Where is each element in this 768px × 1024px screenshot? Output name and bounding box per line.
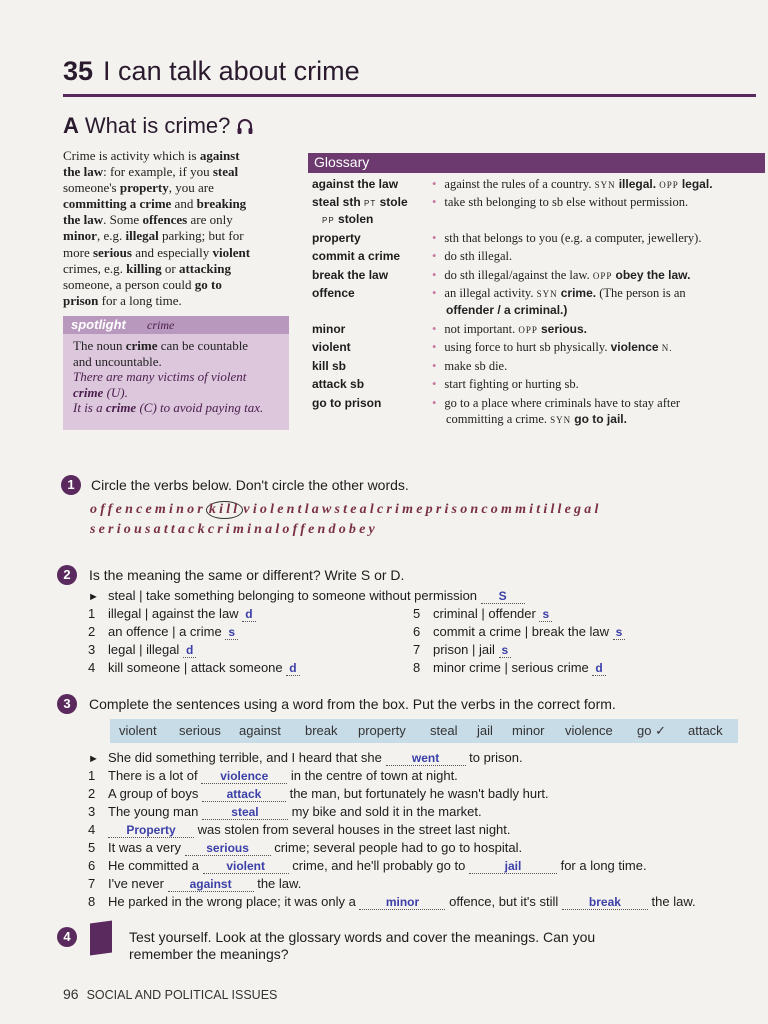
exercise-3-question: Complete the sentences using a word from the box. Put the verbs in the correct form. [89, 696, 616, 712]
book-icon [90, 920, 112, 955]
answer-blank[interactable]: against [168, 878, 254, 892]
word-box-item: serious [179, 723, 221, 738]
glossary-term: attack sb [312, 377, 365, 391]
glossary-term: minor [312, 322, 346, 336]
answer-blank[interactable]: d [183, 643, 196, 658]
answer-blank[interactable]: d [286, 661, 299, 676]
glossary-definition-cont: offender / a criminal.) [446, 303, 568, 317]
example-row: ► steal | take something belonging to someone without permission S [88, 588, 525, 604]
word-snake-line-1: offenceminor kill violentlawstealcrimeprisoncommitillegal [90, 502, 602, 517]
sentence-row: 2 A group of boys attack the man, but fortunately he wasn't badly hurt. [88, 786, 549, 801]
answer-blank[interactable]: s [499, 643, 512, 658]
glossary-header [308, 153, 765, 173]
glossary-definition: • do sth illegal/against the law. OPP obey the law. [432, 268, 691, 282]
section-heading [63, 113, 254, 142]
page-number: 96 [63, 986, 79, 1002]
glossary-term: kill sb [312, 359, 347, 373]
pair-row: 2 an offence | a crime s [88, 624, 238, 639]
pair-row: 5 criminal | offender s [413, 606, 552, 621]
answer-blank[interactable]: went [386, 752, 466, 766]
pair-row: 1 illegal | against the law d [88, 606, 256, 621]
sentence-row: 4 Property was stolen from several houses in the street last night. [88, 822, 511, 837]
sentence-row: ► She did something terrible, and I heard that she went to prison. [88, 750, 523, 765]
exercise-4-line-1: Test yourself. Look at the glossary words and cover the meanings. Can you [129, 929, 596, 945]
sentence-row: 7 I've never against the law. [88, 876, 302, 891]
answer-blank[interactable]: S [481, 590, 525, 604]
circled-word[interactable]: kill [206, 501, 243, 519]
sentence-row: 3 The young man steal my bike and sold it in the market. [88, 804, 482, 819]
answer-blank[interactable]: serious [185, 842, 271, 856]
word-box-item: minor [512, 723, 545, 738]
spotlight-body: The noun crime can be countable and uncountable. There are many victims of violent crime (U). It is a crime (C) to avoid paying tax. [73, 338, 264, 416]
answer-blank[interactable]: violent [203, 860, 289, 874]
headphones-icon[interactable] [236, 116, 254, 142]
glossary-definition: • go to a place where criminals have to stay after [432, 396, 681, 410]
unit-title [63, 56, 360, 87]
pair-row: 6 commit a crime | break the law s [413, 624, 625, 639]
intro-paragraph: Crime is activity which is against the law: for example, if you steal someone's property, you are committing a crime and breaking the law. Some offences are only minor, e.g. illegal parking; but for more serious and especially violent crimes, e.g. killing or attacking someone, a person could go to prison for a long time. [63, 148, 251, 308]
exercise-number: 2 [57, 565, 77, 585]
answer-blank[interactable]: minor [359, 896, 445, 910]
unit-title-text: I can talk about crime [103, 56, 360, 86]
exercise-number: 3 [57, 694, 77, 714]
glossary-definition: • not important. OPP serious. [432, 322, 588, 336]
exercise-number: 1 [61, 475, 81, 495]
pair-row: 4 kill someone | attack someone d [88, 660, 300, 675]
glossary-term: offence [312, 286, 355, 300]
section-letter: A [63, 113, 79, 138]
spotlight-word: crime [147, 318, 175, 332]
spotlight-box [63, 316, 289, 430]
answer-blank[interactable]: attack [202, 788, 286, 802]
glossary-definition: • take sth belonging to sb else without permission. [432, 195, 689, 209]
sentence-row: 8 He parked in the wrong place; it was only a minor offence, but it's still break the law. [88, 894, 696, 909]
glossary-definition: • do sth illegal. [432, 249, 513, 263]
sentence-row: 6 He committed a violent crime, and he'll probably go to jail for a long time. [88, 858, 647, 873]
word-box-item: break [305, 723, 338, 738]
exercise-1-question: Circle the verbs below. Don't circle the other words. [91, 477, 409, 493]
section-title: What is crime? [84, 113, 231, 138]
answer-blank[interactable]: s [539, 607, 552, 622]
glossary-definition: • make sb die. [432, 359, 508, 373]
glossary-definition: • start fighting or hurting sb. [432, 377, 579, 391]
word-snake-line-2: seriousattackcriminaloffendobey [90, 522, 378, 537]
exercise-2-question: Is the meaning the same or different? Write S or D. [89, 567, 405, 583]
glossary-term: PP stolen [322, 212, 374, 226]
page-footer [63, 986, 277, 1002]
answer-blank[interactable]: s [613, 625, 626, 640]
answer-blank[interactable]: Property [108, 824, 194, 838]
glossary-definition-cont: committing a crime. SYN go to jail. [446, 412, 627, 426]
sentence-row: 1 There is a lot of violence in the centre of town at night. [88, 768, 458, 783]
glossary-definition: • using force to hurt sb physically. violence N. [432, 340, 673, 354]
unit-number: 35 [63, 56, 94, 86]
pair-row: 7 prison | jail s [413, 642, 511, 657]
glossary-title: Glossary [314, 154, 370, 170]
glossary-term: violent [312, 340, 351, 354]
word-box [110, 719, 738, 743]
glossary-term: commit a crime [312, 249, 401, 263]
spotlight-label: spotlight [71, 317, 126, 332]
word-box-item: violent [119, 723, 157, 738]
glossary-term: against the law [312, 177, 399, 191]
word-box-item: property [358, 723, 406, 738]
answer-blank[interactable]: jail [469, 860, 557, 874]
footer-section: SOCIAL AND POLITICAL ISSUES [86, 988, 278, 1002]
word-box-item: steal [430, 723, 458, 738]
word-box-item: attack [688, 723, 723, 738]
answer-blank[interactable]: violence [201, 770, 287, 784]
answer-blank[interactable]: s [225, 625, 238, 640]
glossary-term: go to prison [312, 396, 382, 410]
exercise-4-line-2: remember the meanings? [129, 946, 289, 962]
answer-blank[interactable]: steal [202, 806, 288, 820]
glossary-term: break the law [312, 268, 389, 282]
word-box-item: jail [477, 723, 493, 738]
glossary-definition: • an illegal activity. SYN crime. (The person is an [432, 286, 686, 300]
word-box-item: go ✓ [637, 723, 666, 738]
glossary-term: steal sth PT stole [312, 195, 408, 209]
word-box-item: violence [565, 723, 613, 738]
title-divider [63, 94, 756, 97]
word-box-item: against [239, 723, 281, 738]
pair-row: 3 legal | illegal d [88, 642, 196, 657]
answer-blank[interactable]: d [242, 607, 255, 622]
answer-blank[interactable]: d [592, 661, 605, 676]
glossary-term: property [312, 231, 361, 245]
glossary-definition: • sth that belongs to you (e.g. a computer, jewellery). [432, 231, 702, 245]
pair-row: 8 minor crime | serious crime d [413, 660, 606, 675]
answer-blank[interactable]: break [562, 896, 648, 910]
sentence-row: 5 It was a very serious crime; several people had to go to hospital. [88, 840, 523, 855]
exercise-number: 4 [57, 927, 77, 947]
glossary-definition: • against the rules of a country. SYN illegal. OPP legal. [432, 177, 713, 191]
